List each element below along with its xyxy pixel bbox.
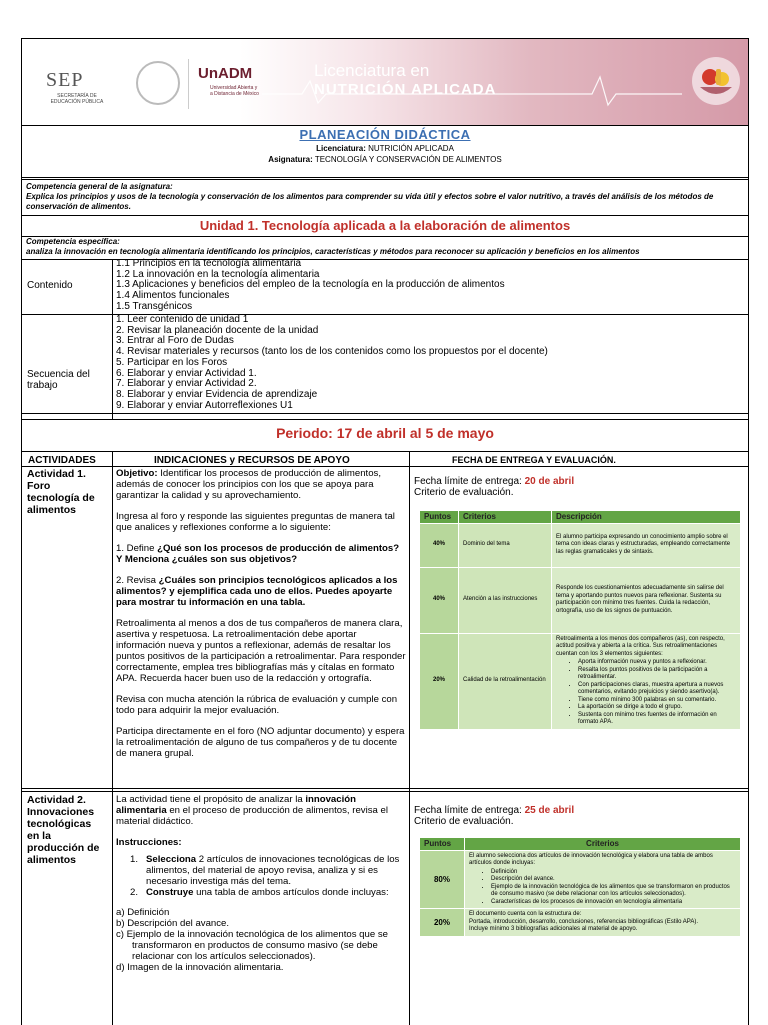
actividad2-body: La actividad tiene el propósito de analizar la innovación alimentaria en el proceso de producción de alimentos, revisa el material didáctico. Instrucciones: 1. Selecciona 2 artículos de innovaciones tecnológicas de los alimentos, del material de apoyo revisa, analiza y si es necesario investiga más del tema. 2. Construye una tabla de ambos artículos donde incluyas: a) Definición b) Descripción del avance. c) Ejemplo de la innovación tecnológica de los alimentos que se transformaron en productos de consumo masivo (se debe relacionar con los artículos seleccionados). d) Imagen de la innovación alimentaria. [116,794,406,973]
actividad1-body: Objetivo: Identificar los procesos de producción de alimentos, además de conocer los principios con los que se apoya para garantizar la calidad y su aprovechamiento. Ingresa al foro y responde las siguientes preguntas de manera tal que analices y reflexiones conforme a lo siguiente: 1. Define ¿Qué son los procesos de producción de alimentos? Y Menciona ¿cuáles son sus objetivos? 2. Revisa ¿Cuáles son principios tecnológicos aplicados a los alimentos? y ejemplifica cada uno de ellos. Puedes apoyarte para mostrar tu información en una tabla. Retroalimenta al menos a dos de tus compañeros de manera clara, asertiva y respetuosa. La retroalimentación debe aportar información nueva y puntos a reflexionar, además de resaltar los puntos positivos de la participación a retroalimentar. Para responder correctamente, emplea tres bibliografías más y cítalas en formato APA. Recuerda hacer buen uso de la redacción y ortografía. Revisa con mucha atención la rúbrica de evaluación y cumple con todo para adquirir la mejor evaluación. Participa directamente en el foro (NO adjuntar documento) y espera la retroalimentación de alguno de tus compañeros y de tu docente de manera grupal. [116,468,406,759]
actividad1-due: Fecha límite de entrega: 20 de abril Criterio de evaluación. [414,476,575,498]
competencia-especifica: Competencia específica: analiza la innovación en tecnología alimentaria identificando los principios, características y métodos para reconocer su aplicación y beneficios en los alimentos [26,237,640,256]
unit-title: Unidad 1. Tecnología aplicada a la elaboración de alimentos [199,218,571,233]
actividad2-rubric: Puntos Criterios 80% El alumno selecciona dos artículos de innovación tecnológica y elabora una tabla de ambos artículos donde incluyas: • Definición • Descripción del avance. • Ejemplo de la innovación tecnológica de los alimentos que se transformaron en productos de consumo masivo (se debe relacionar con los artículos seleccionados). • Características de los procesos de innovación en tecnología alimentaria 20% El documento cuenta con la estructura de: Portada, introducción, desarrollo, conclusiones, referencias bibliográficas (Estilo APA). Incluye mínimo 3 bibliografías adicionales al material de apoyo. [419,837,741,937]
competencia-general: Competencia general de la asignatura: Explica los principios y usos de la tecnología y conservación de los alimentos para comprender su vida útil y efectos sobre el valor nutritivo, a través del análisis de los métodos de conservación de alimentos. [26,182,714,211]
actividad2-title: Actividad 2. Innovaciones tecnológicas en la producción de alimentos [27,794,100,866]
list-item: • Definición [491,869,736,877]
list-item: • Tiene como mínimo 300 palabras en su comentario. [578,697,736,705]
page-title: PLANEACIÓN DIDÁCTICA [299,127,471,142]
actividad1-rubric: Puntos Criterios Descripción 40% Dominio del tema El alumno participa expresando un conocimiento amplio sobre el tema con ideas claras y estructuradas, empleando correctamente las reglas gramaticales y de sintaxis. 40% Atención a las instrucciones Responde los cuestionamientos adecuadamente sin salirse del tema y aportando puntos nuevos para reflexionar. Sustenta su participación con mínimo tres fuentes. Cuida la redacción, ortografía, uso de los signos de puntuación. 20% Calidad de la retroalimentación Retroalimenta a los menos dos compañeros (as), con respecto, actitud positiva y abierta a la crítica. Sus retroalimentaciones cuentan con los 3 elementos siguientes: • Aporta información nueva y puntos a reflexionar. • Resalta los puntos positivos de la participación a retroalimentar. • Con participaciones claras, muestra apertura a nuevos comentarios, evitando prejuicios y siendo asertivo(a). • Tiene como mínimo 300 palabras en su comentario. • La aportación se dirige a todo el grupo. • Sustenta con mínimo tres fuentes de información en formato APA. [419,510,741,730]
list-item: 4. Revisar materiales y recursos (tanto los de los contenidos como los propuestos por el docente) [116,346,548,358]
contenido-label: Contenido [27,280,73,291]
col-fecha: FECHA DE ENTREGA Y EVALUACIÓN. [452,455,616,465]
actividad1-title: Actividad 1. Foro tecnología de alimentos [27,468,95,516]
list-item: • Características de los procesos de innovación en tecnología alimentaria [491,899,736,907]
banner-line-2: NUTRICIÓN APLICADA [314,81,497,98]
contenido-list [116,259,736,313]
mexico-seal-icon [136,61,180,105]
list-item: 1.3 Aplicaciones y beneficios del empleo de la tecnología en la producción de alimentos [116,279,505,291]
col-indicaciones: INDICACIONES y RECURSOS DE APOYO [154,455,350,466]
list-item: 1. Leer contenido de unidad 1 [116,314,249,325]
plan-header [22,125,748,175]
list-item: 6. Elaborar y enviar Actividad 1. [116,367,257,379]
list-item: 1.4 Alimentos funcionales [116,290,230,302]
list-item: 3. Entrar al Foro de Dudas [116,335,234,347]
list-item: • Descripción del avance. [491,876,736,884]
sep-subtitle: SECRETARÍA DE EDUCACIÓN PÚBLICA [50,93,104,105]
list-item: c) Ejemplo de la innovación tecnológica de los alimentos que se transformaron en productos de consumo masivo (se debe relacionar con los artículos seleccionados). [116,929,388,962]
list-item: • Resalta los puntos positivos de la participación a retroalimentar. [578,667,736,682]
list-item: 1.2 La innovación en la tecnología alimentaria [116,268,320,280]
list-item: 1.1 Principios en la tecnología alimentaria [116,258,302,269]
licenciatura-line: Licenciatura: NUTRICIÓN APLICADA [316,144,454,153]
banner-line-1: Licenciatura en [314,61,430,80]
periodo-title: Periodo: 17 de abril al 5 de mayo [276,425,494,441]
list-item: d) Imagen de la innovación alimentaria. [116,962,284,973]
list-item: • Sustenta con mínimo tres fuentes de información en formato APA. [578,712,736,727]
unadm-logo: UnADM [198,65,253,82]
fruit-basket-icon [690,55,742,107]
list-item: 2. Revisar la planeación docente de la unidad [116,324,319,336]
asignatura-line: Asignatura: TECNOLOGÍA Y CONSERVACIÓN DE ALIMENTOS [268,155,502,164]
secuencia-label: Secuencia del trabajo [27,369,90,391]
list-item: a) Definición [116,907,170,918]
list-item: • La aportación se dirige a todo el grupo. [578,704,736,712]
list-item: 8. Elaborar y enviar Evidencia de aprendizaje [116,388,318,400]
document-page [21,38,749,1025]
sep-logo: SEP [46,69,84,91]
actividad2-due: Fecha límite de entrega: 25 de abril Criterio de evaluación. [414,805,575,827]
list-item: • Aporta información nueva y puntos a reflexionar. [578,659,736,667]
list-item: 7. Elaborar y enviar Actividad 2. [116,378,257,390]
secuencia-list [116,315,736,411]
header-banner [22,39,748,126]
list-item: 9. Elaborar y enviar Autorreflexiones U1 [116,399,293,411]
list-item: • Ejemplo de la innovación tecnológica de los alimentos que se transformaron en productos de consumo masivo (se debe relacionar con los artículos seleccionados). [491,884,736,899]
list-item: 1.5 Transgénicos [116,300,193,312]
col-actividades: ACTIVIDADES [28,455,96,466]
unadm-subtitle: Universidad Abierta y a Distancia de México [210,85,259,97]
list-item: • Con participaciones claras, muestra apertura a nuevos comentarios, evitando prejuicios y siendo asertivo(a). [578,682,736,697]
list-item: 5. Participar en los Foros [116,356,228,368]
list-item: b) Descripción del avance. [116,918,230,929]
